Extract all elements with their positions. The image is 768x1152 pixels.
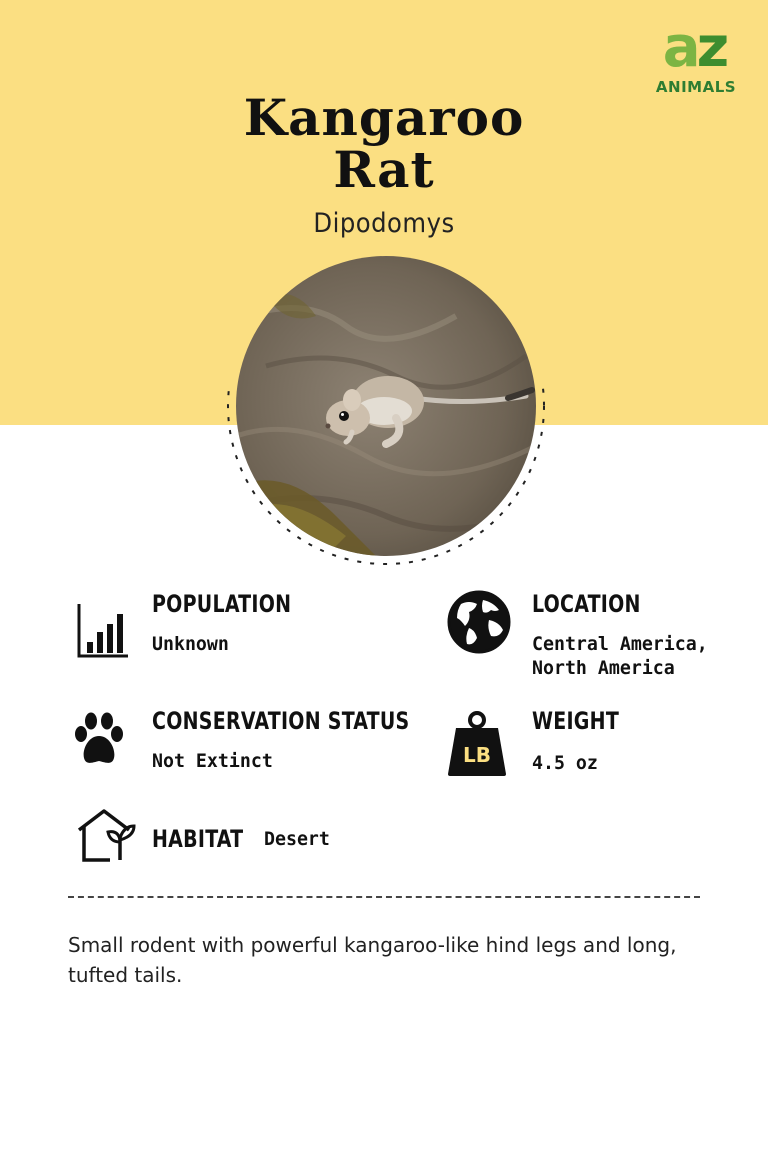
habitat-label: HABITAT <box>152 825 244 853</box>
weight-icon-text: LB <box>463 743 491 767</box>
logo-text: ANIMALS <box>655 78 737 96</box>
location-value-line2: North America <box>532 657 675 679</box>
animal-description: Small rodent with powerful kangaroo-like hind legs and long, tufted tails. <box>68 933 677 987</box>
house-plant-icon <box>76 808 138 868</box>
page-title <box>134 88 634 199</box>
conservation-label: CONSERVATION STATUS <box>152 707 410 735</box>
population-label: POPULATION <box>152 590 292 618</box>
logo-mark-z: z <box>696 15 726 80</box>
animal-photo <box>226 256 546 576</box>
title-line-2: Rat <box>333 140 435 199</box>
weight-icon <box>446 710 508 782</box>
globe-icon <box>447 590 511 658</box>
scientific-name: Dipodomys <box>313 208 455 239</box>
logo-mark-a: a <box>662 15 697 80</box>
bar-chart-icon <box>76 602 130 664</box>
dashed-divider <box>68 896 700 898</box>
az-animals-logo[interactable] <box>646 15 746 98</box>
location-label: LOCATION <box>532 590 641 618</box>
logo-mark <box>650 15 738 80</box>
conservation-value: Not Extinct <box>152 750 273 772</box>
title-line-1: Kangaroo <box>243 88 525 147</box>
weight-label: WEIGHT <box>532 707 620 735</box>
location-value-line1: Central America, <box>532 633 708 655</box>
animal-photo-svg <box>226 256 546 576</box>
population-value: Unknown <box>152 633 229 655</box>
weight-value: 4.5 oz <box>532 752 598 774</box>
paw-icon <box>72 712 126 772</box>
habitat-value: Desert <box>264 828 330 850</box>
